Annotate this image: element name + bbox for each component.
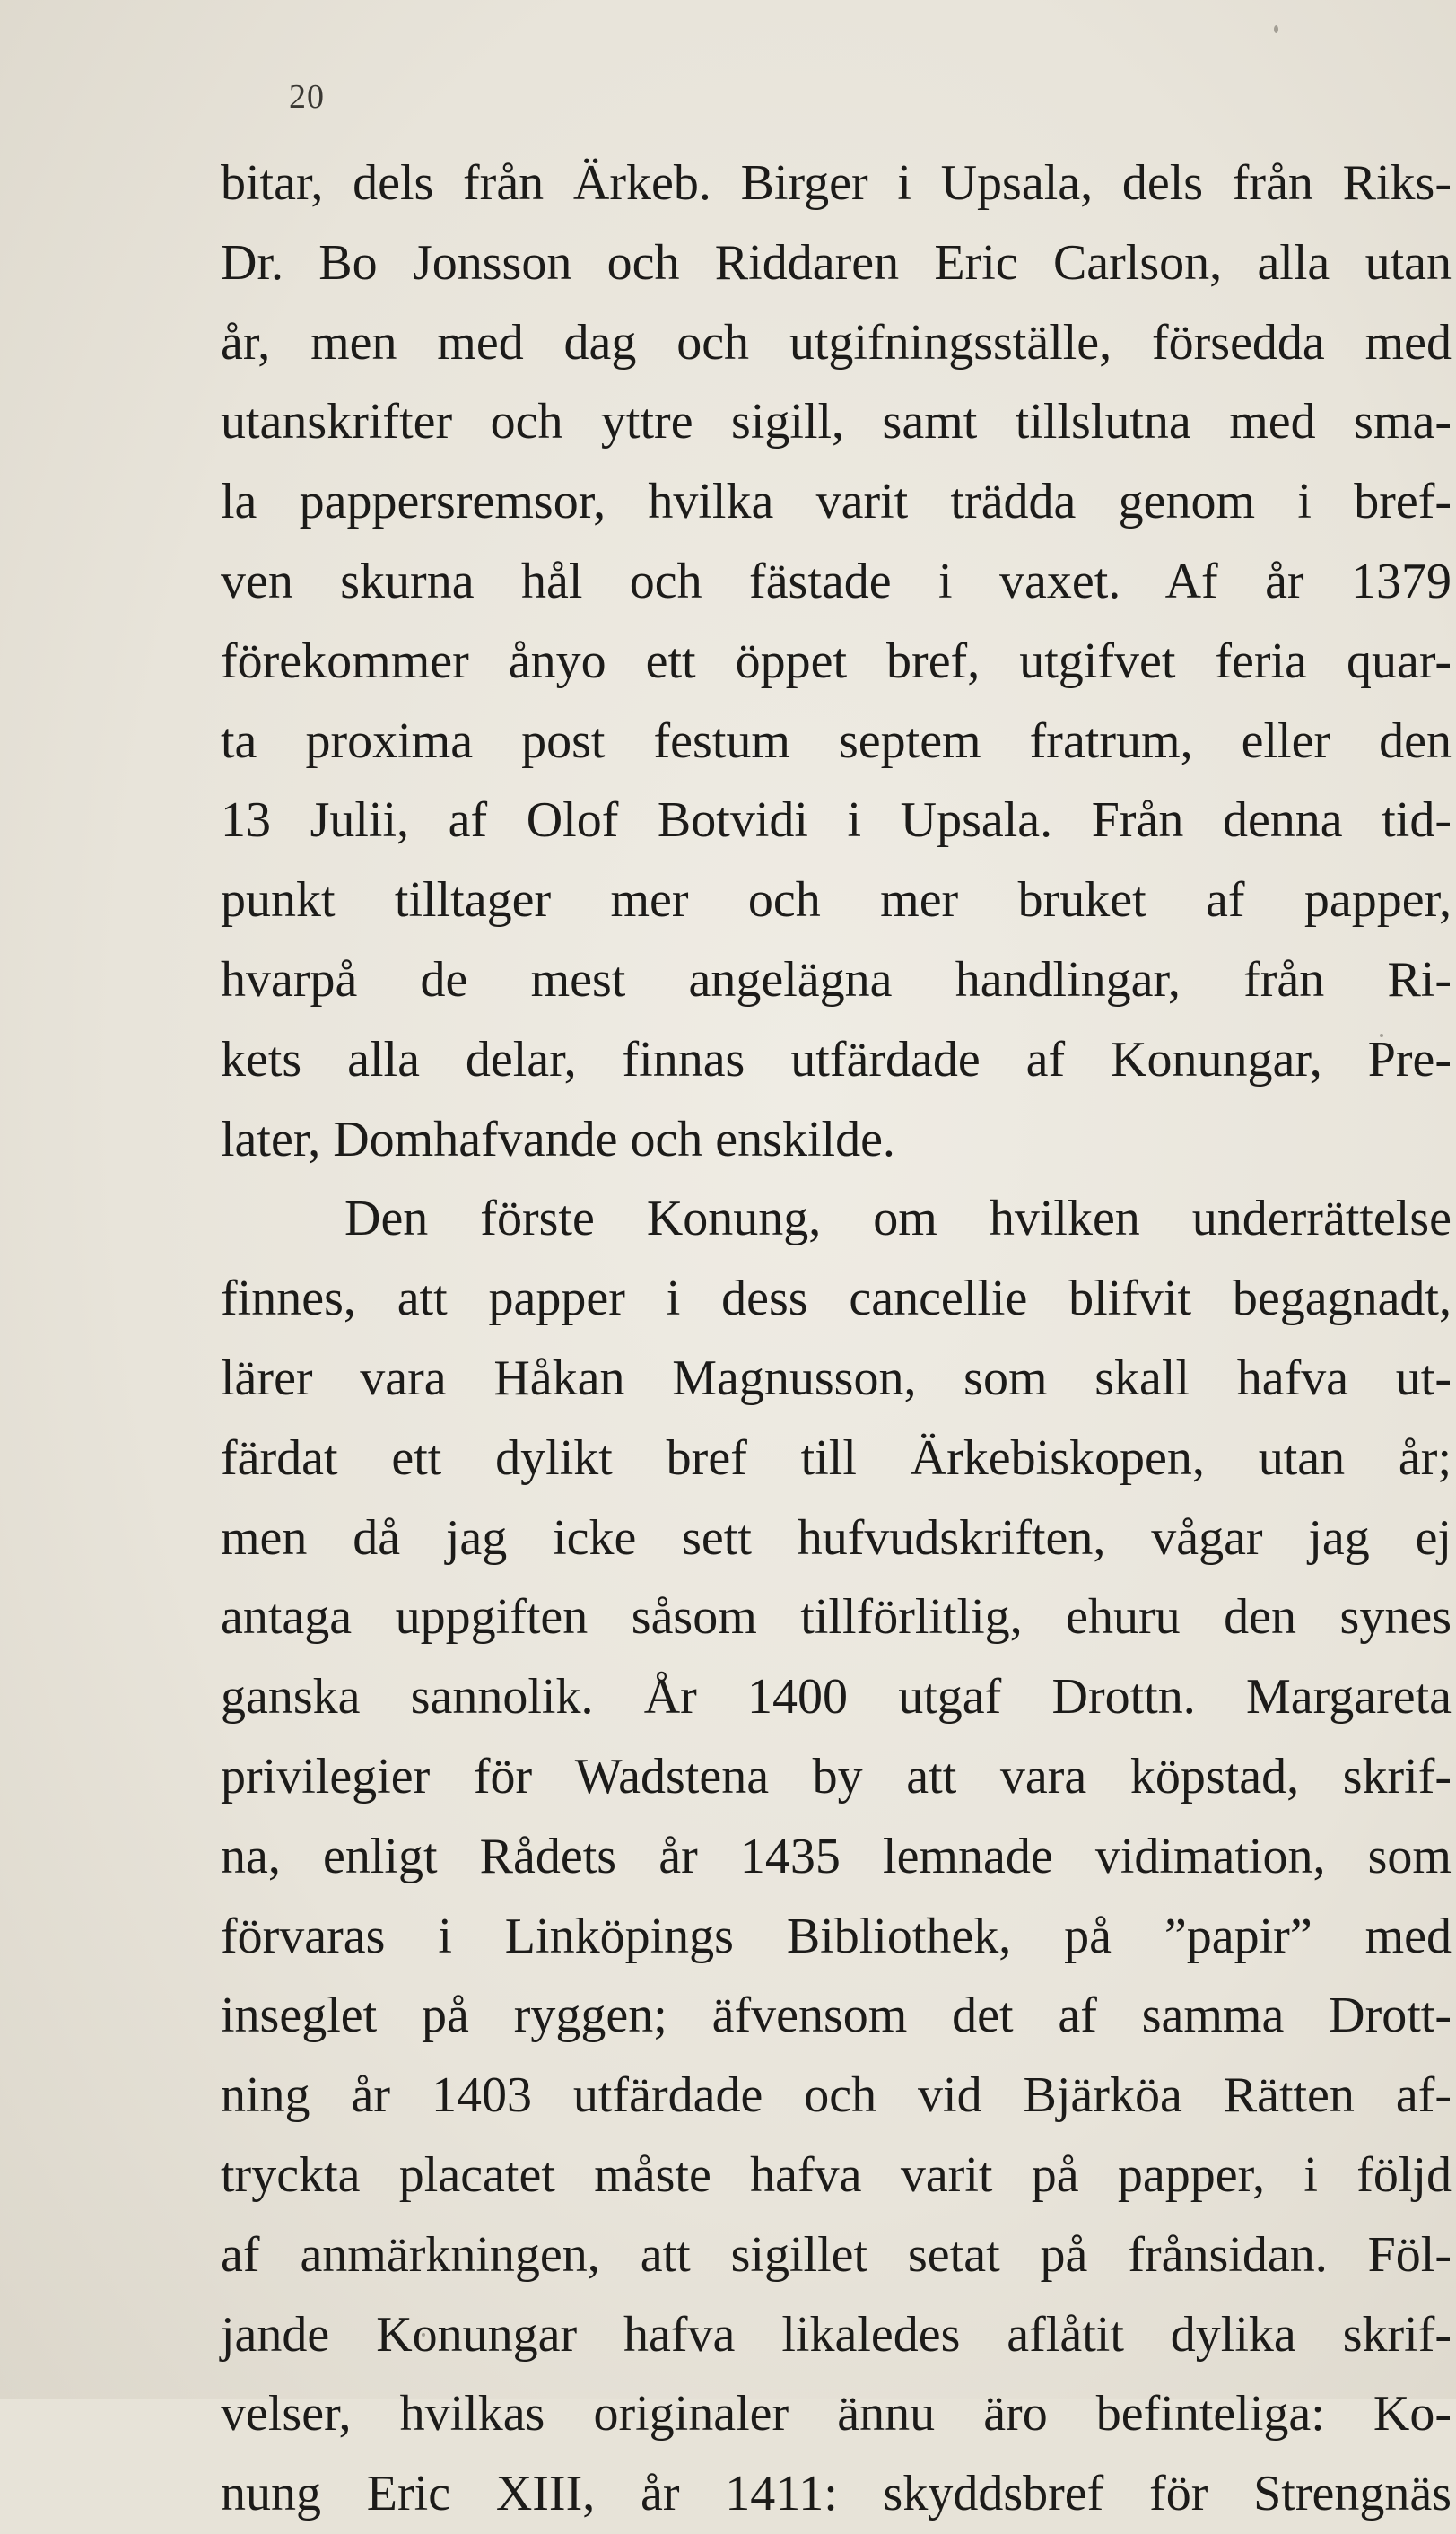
page-number: 20 (289, 78, 325, 116)
text-line: la pappersremsor, hvilka varit trädda genom i bref- (221, 474, 1452, 530)
body-text (221, 144, 1452, 2534)
text-line: ven skurna hål och fästade i vaxet. Af år 1379 (221, 553, 1452, 609)
text-line: ning år 1403 utfärdade och vid Bjärköa Rätten af- (221, 2067, 1452, 2124)
text-line: af anmärkningen, att sigillet setat på frånsidan. Föl- (221, 2226, 1452, 2283)
text-line: förekommer ånyo ett öppet bref, utgifvet feria quar- (221, 633, 1452, 689)
text-line: privilegier för Wadstena by att vara köpstad, skrif- (221, 1748, 1452, 1804)
text-line: velser, hvilkas originaler ännu äro befinteliga: Ko- (221, 2386, 1452, 2442)
text-line-paragraph-end: later, Domhafvande och enskilde. (221, 1111, 895, 1167)
text-line: punkt tilltager mer och mer bruket af papper, (221, 872, 1452, 929)
text-line: antaga uppgiften såsom tillförlitlig, ehuru den synes (221, 1589, 1452, 1646)
text-line: Dr. Bo Jonsson och Riddaren Eric Carlson, alla utan (221, 234, 1452, 291)
text-line: tryckta placatet måste hafva varit på papper, i följd (221, 2146, 1452, 2203)
text-line: finnes, att papper i dess cancellie blifvit begagnadt, (221, 1271, 1452, 1327)
text-line: ganska sannolik. År 1400 utgaf Drottn. Margareta (221, 1669, 1452, 1726)
text-line: hvarpå de mest angelägna handlingar, från Ri- (221, 951, 1452, 1008)
text-line: 13 Julii, af Olof Botvidi i Upsala. Från denna tid- (221, 792, 1452, 849)
text-line: jande Konungar hafva likaledes aflåtit dylika skrif- (221, 2306, 1452, 2363)
text-line-paragraph-start: Den förste Konung, om hvilken underrättelse (344, 1191, 1452, 1247)
text-line: kets alla delar, finnas utfärdade af Konungar, Pre- (221, 1031, 1452, 1088)
text-line: men då jag icke sett hufvudskriften, vågar jag ej (221, 1509, 1452, 1566)
text-line: år, men med dag och utgifningsställe, försedda med (221, 314, 1452, 371)
text-line: ta proxima post festum septem fratrum, eller den (221, 712, 1452, 769)
text-line: utanskrifter och yttre sigill, samt tillslutna med sma- (221, 394, 1452, 450)
text-line: na, enligt Rådets år 1435 lemnade vidimation, som (221, 1828, 1452, 1884)
text-line: nung Eric XIII, år 1411: skyddsbref för Strengnäs (221, 2466, 1452, 2522)
text-line: inseglet på ryggen; äfvensom det af samma Drott- (221, 1988, 1452, 2044)
text-line: färdat ett dylikt bref till Ärkebiskopen, utan år; (221, 1429, 1452, 1486)
text-line: förvaras i Linköpings Bibliothek, på ”papir” med (221, 1908, 1452, 1964)
text-line: bitar, dels från Ärkeb. Birger i Upsala, dels från Riks- (221, 155, 1452, 211)
paper-speck (1274, 25, 1278, 33)
text-line: lärer vara Håkan Magnusson, som skall hafva ut- (221, 1350, 1452, 1406)
